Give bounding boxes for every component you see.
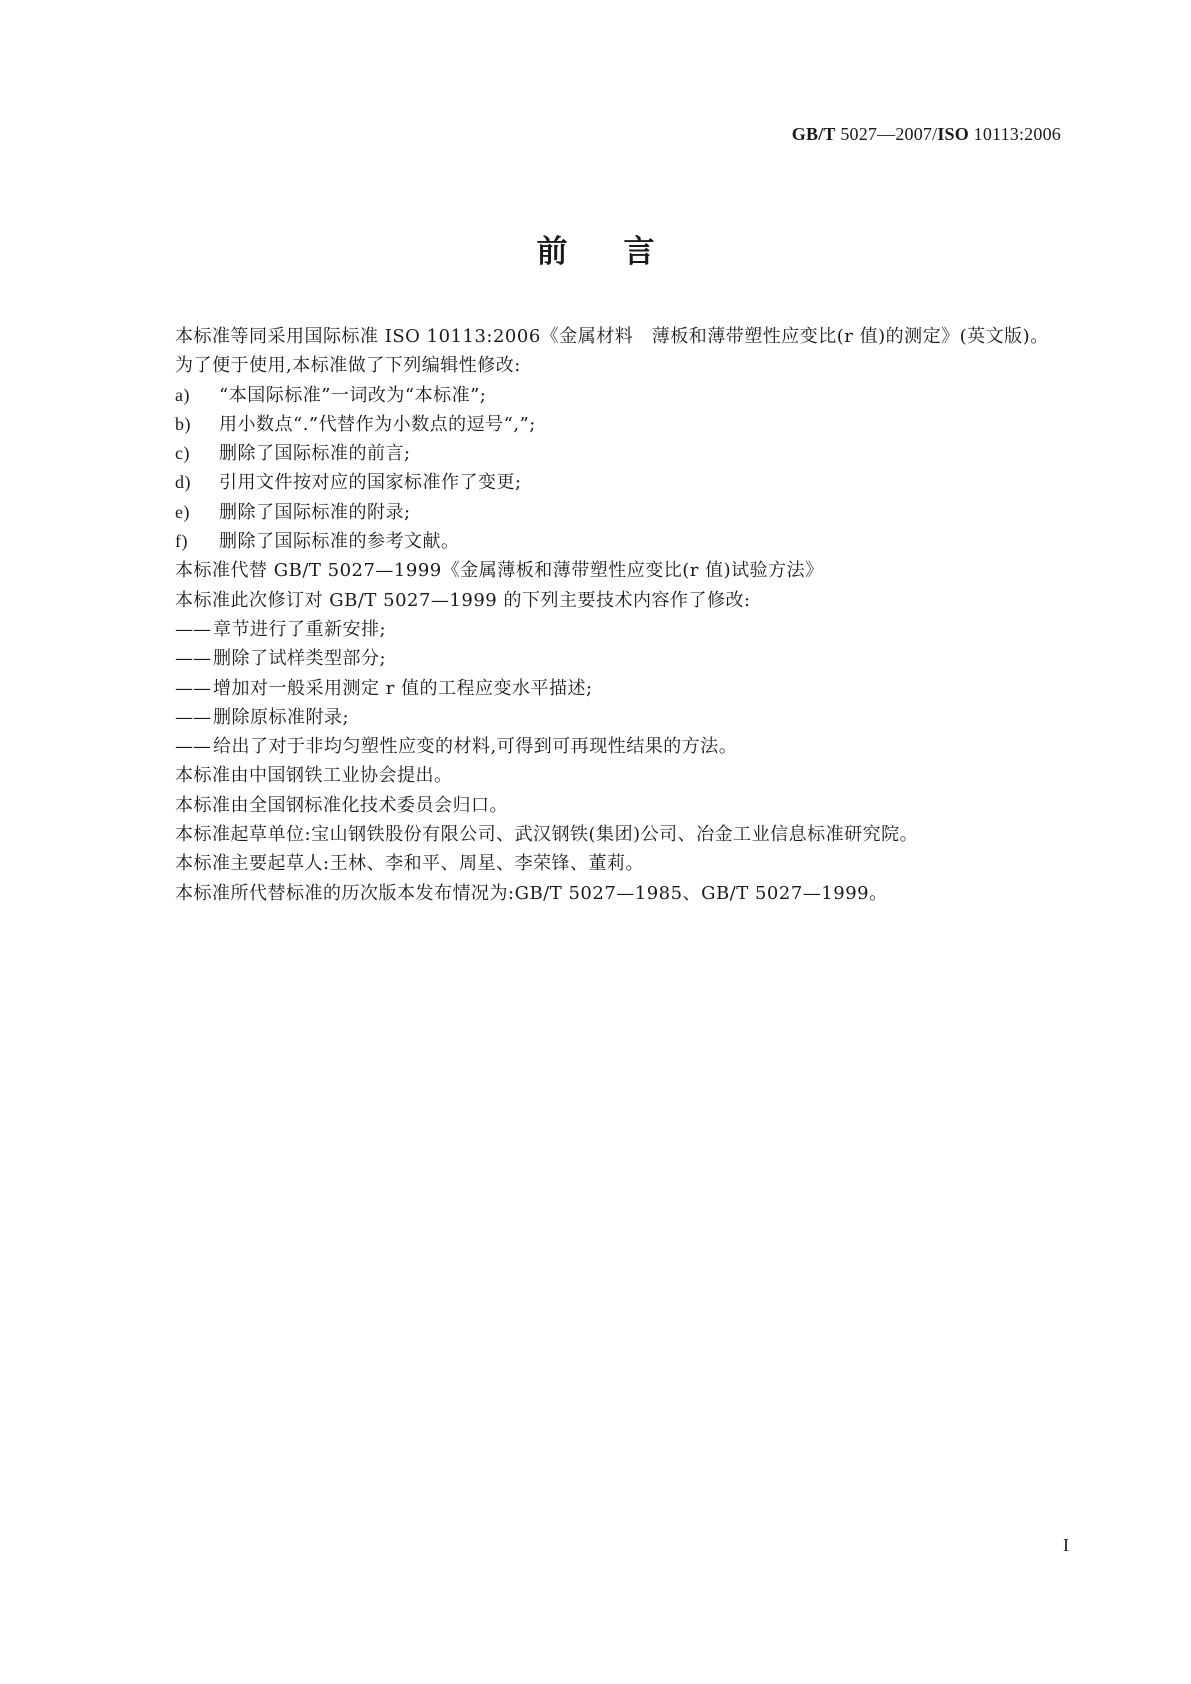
edit-text: “本国际标准”一词改为“本标准”;	[219, 384, 487, 406]
edit-marker: d)	[175, 472, 191, 493]
edit-text: 用小数点“.”代替作为小数点的逗号“,”;	[219, 413, 536, 435]
edit-item-f	[135, 527, 1065, 556]
change-item-1	[135, 615, 1065, 644]
replaces-statement: 本标准代替 GB/T 5027—1999《金属薄板和薄带塑性应变比(r 值)试验方法》	[175, 560, 824, 582]
standard-code-prefix: GB/T	[791, 124, 836, 144]
edit-text: 删除了国际标准的附录;	[219, 501, 411, 523]
standard-code-number: 5027—2007/	[835, 124, 938, 144]
edit-text: 删除了国际标准的参考文献。	[219, 531, 460, 553]
edit-item-b	[135, 410, 1065, 439]
dash-marker: ——	[175, 736, 211, 758]
edit-marker: b)	[175, 413, 191, 434]
dash-marker: ——	[175, 706, 211, 728]
drafters: 本标准主要起草人:王林、李和平、周星、李荣锋、董莉。	[175, 853, 645, 875]
edit-marker: a)	[175, 384, 190, 405]
drafting-units: 本标准起草单位:宝山钢铁股份有限公司、武汉钢铁(集团)公司、冶金工业信息标准研究院。	[175, 824, 919, 846]
iso-code-prefix: ISO	[937, 124, 969, 144]
edit-item-c	[135, 439, 1065, 468]
dash-marker: ——	[175, 618, 211, 640]
edit-marker: e)	[175, 501, 190, 522]
page-number: I	[1063, 1535, 1069, 1555]
edits-intro: 为了便于使用,本标准做了下列编辑性修改:	[175, 355, 521, 377]
change-item-4	[135, 703, 1065, 732]
edit-marker: f)	[175, 531, 188, 552]
iso-code-number: 10113:2006	[968, 124, 1061, 144]
foreword-body	[135, 322, 1065, 908]
edit-item-e	[135, 498, 1065, 527]
change-text: 删除了试样类型部分;	[213, 648, 387, 670]
version-history: 本标准所代替标准的历次版本发布情况为:GB/T 5027—1985、GB/T 5027—1999。	[175, 882, 888, 904]
edit-item-a	[135, 381, 1065, 410]
change-item-2	[135, 644, 1065, 673]
dash-marker: ——	[175, 677, 211, 699]
change-text: 章节进行了重新安排;	[213, 618, 387, 640]
dash-marker: ——	[175, 648, 211, 670]
standard-code-header	[792, 124, 1061, 145]
page-title: 前言	[536, 234, 711, 270]
change-text: 删除原标准附录;	[213, 706, 350, 728]
change-text: 给出了对于非均匀塑性应变的材料,可得到可再现性结果的方法。	[213, 736, 738, 758]
edit-item-d	[135, 468, 1065, 497]
proposed-by: 本标准由中国钢铁工业协会提出。	[175, 765, 453, 787]
change-item-5	[135, 732, 1065, 761]
centralized-by: 本标准由全国钢标准化技术委员会归口。	[175, 794, 508, 816]
edit-marker: c)	[175, 443, 190, 464]
revision-intro: 本标准此次修订对 GB/T 5027—1999 的下列主要技术内容作了修改:	[175, 589, 751, 611]
change-text: 增加对一般采用测定 r 值的工程应变水平描述;	[213, 677, 593, 699]
adoption-paragraph: 本标准等同采用国际标准 ISO 10113:2006《金属材料 薄板和薄带塑性应变比(r 值)的测定》(英文版)。	[175, 326, 1049, 347]
change-item-3	[135, 674, 1065, 703]
edit-text: 引用文件按对应的国家标准作了变更;	[219, 472, 522, 494]
edit-text: 删除了国际标准的前言;	[219, 443, 411, 465]
